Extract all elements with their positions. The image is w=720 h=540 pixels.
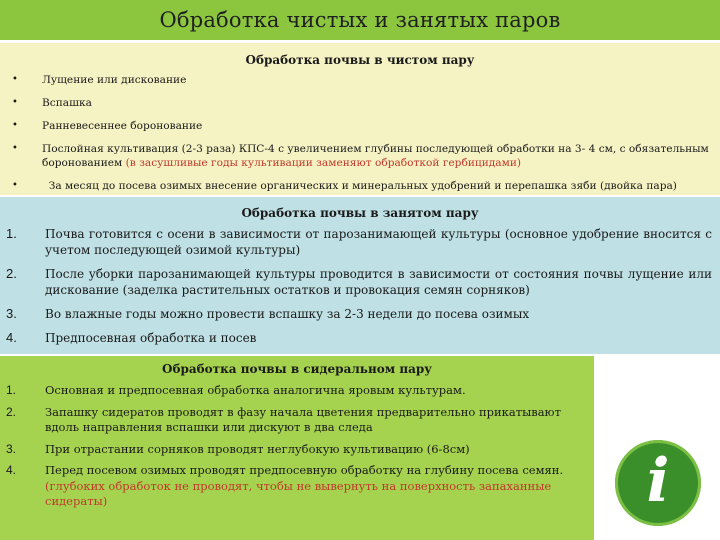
bullet-icon: •: [12, 97, 18, 108]
green-manure-list: [0, 383, 594, 510]
list-item: • Вспашка: [12, 97, 92, 109]
occupied-fallow-heading: Обработка почвы в занятом пару: [241, 206, 479, 220]
highlight-note: (глубоких обработок не проводят, чтобы не вывернуть на поверхность запаханные сидераты): [45, 478, 552, 508]
clean-fallow-panel: [0, 43, 720, 195]
list-item: • Лущение или дискование: [12, 74, 187, 86]
bullet-icon: •: [12, 143, 18, 154]
item-number: 2.: [6, 266, 17, 281]
list-item: 4. Перед посевом озимых проводят предпосевную обработку на глубину посева семян.(глубоких обработок не проводят, чтобы не вывернуть на поверхность запаханные сидераты): [6, 463, 564, 508]
list-item: 3. Во влажные годы можно провести вспашку за 2-3 недели до посева озимых: [6, 306, 530, 321]
list-item: • Ранневесеннее боронование: [12, 120, 203, 132]
list-item: 1. Основная и предпосевная обработка аналогична яровым культурам.: [6, 383, 466, 397]
item-number: 3.: [6, 306, 17, 321]
list-item: 4. Предпосевная обработка и посев: [6, 330, 257, 345]
highlight-note: (в засушливые годы культивации заменяют обработкой гербицидами): [125, 157, 522, 169]
list-item: 2. Запашку сидератов проводят в фазу начала цветения предварительно прикатывают вдоль направления вспашки или дискуют в два следа: [6, 404, 561, 434]
item-number: 1.: [6, 226, 17, 241]
list-item: • За месяц до посева озимых внесение органических и минеральных удобрений и перепашка зяби (двойка пара): [12, 180, 677, 192]
occupied-fallow-panel: [0, 197, 720, 354]
info-icon[interactable]: [615, 440, 701, 526]
item-number: 3.: [6, 441, 17, 456]
clean-fallow-list: [0, 73, 720, 193]
bullet-icon: •: [12, 180, 18, 191]
info-glyph: i: [646, 446, 670, 516]
green-manure-panel: [0, 356, 594, 540]
page-title: Обработка чистых и занятых паров: [159, 8, 561, 32]
bullet-icon: •: [12, 74, 18, 85]
green-manure-heading: Обработка почвы в сидеральном пару: [162, 362, 432, 376]
list-item: 1. Почва готовится с осени в зависимости от парозанимающей культуры (основное удобрение вносится с учетом последующей озимой культуры): [6, 226, 712, 257]
item-number: 4.: [6, 463, 17, 477]
occupied-fallow-list: [0, 226, 720, 346]
item-number: 4.: [6, 330, 17, 345]
item-number: 1.: [6, 383, 17, 397]
list-item: 3. При отрастании сорняков проводят неглубокую культивацию (6-8см): [6, 441, 470, 456]
title-bar: [0, 0, 720, 40]
item-number: 2.: [6, 404, 17, 419]
list-item: • Послойная культивация (2-3 раза) КПС-4 с увеличением глубины последующей обработки на 3- 4 см, с обязательным боронованием (в засушливые годы культивации заменяют обработкой гербицидами): [12, 143, 709, 169]
clean-fallow-heading: Обработка почвы в чистом пару: [245, 53, 475, 67]
list-item: 2. После уборки парозанимающей культуры проводится в зависимости от состояния почвы лущение или дискование (заделка растительных остатков и провокация семян сорняков): [6, 266, 712, 297]
bullet-icon: •: [12, 120, 18, 131]
